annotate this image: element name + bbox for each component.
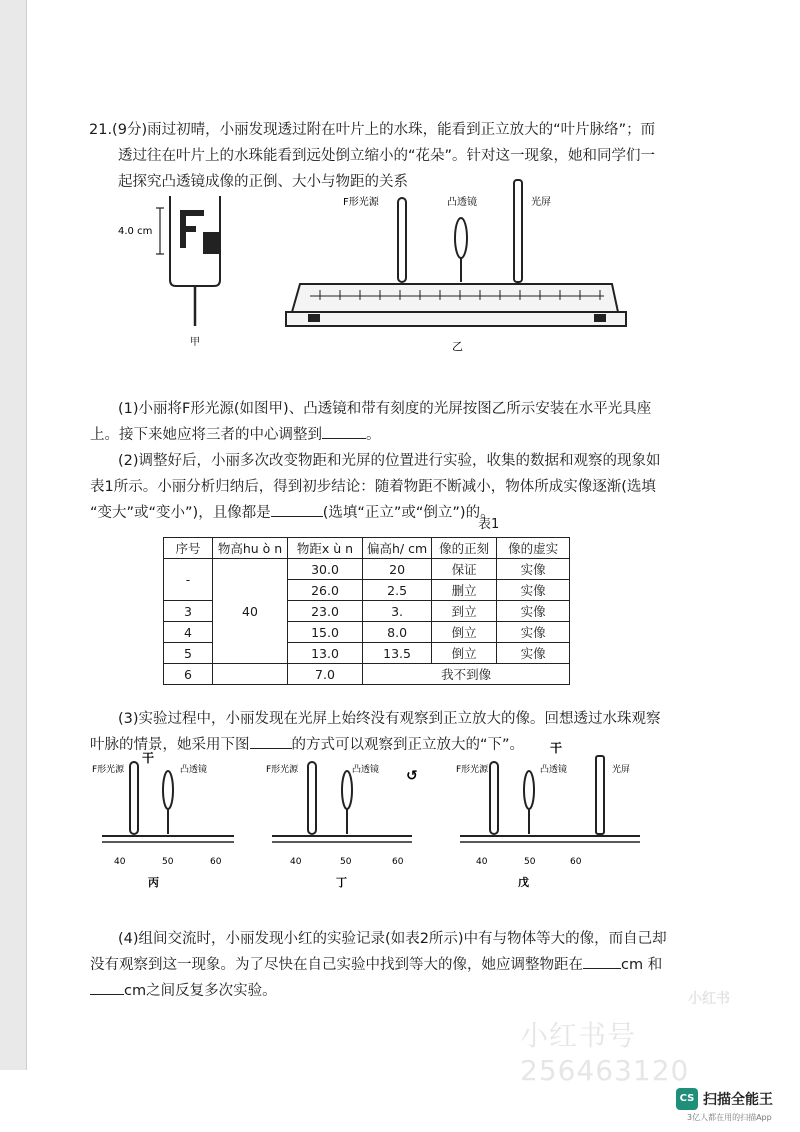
bing-tick-60: 60 xyxy=(210,857,222,867)
cell-no: 3 xyxy=(164,601,213,622)
wu-tick-60: 60 xyxy=(570,857,582,867)
question-line-2: 透过往在叶片上的水珠能看到远处倒立缩小的“花朵”。针对这一现象，她和同学们一 xyxy=(118,148,656,164)
bing-label-source: F形光源 xyxy=(92,765,125,775)
cell-ori: 删立 xyxy=(432,580,497,601)
bing-tick-40: 40 xyxy=(114,857,126,867)
footer-title: 扫描全能王 xyxy=(703,1092,773,1108)
figure-jia-label: 甲 xyxy=(190,337,200,348)
answer-blank-5[interactable] xyxy=(90,978,124,995)
ding-tick-60: 60 xyxy=(392,857,404,867)
question-line-1: 21.(9分)雨过初晴，小丽发现透过附在叶片上的水珠，能看到正立放大的“叶片脉络”；而 xyxy=(89,122,656,138)
part1-line-2-end: 。 xyxy=(366,427,381,443)
part4-line-3 xyxy=(90,978,277,1004)
figure-jia xyxy=(118,196,221,348)
cell-real: 实像 xyxy=(497,601,570,622)
cell-h: 13.5 xyxy=(363,643,432,664)
part4-line-2-a: 没有观察到这一现象。为了尽快在自己实验中找到等大的像，她应调整物距在 xyxy=(90,957,583,973)
part3-line-2-a: 叶脉的情景，她采用下图 xyxy=(90,737,250,753)
ding-label-source: F形光源 xyxy=(266,765,299,775)
footer-subtitle: 3亿人都在用的扫描App xyxy=(687,1113,772,1122)
cell-obj-height: 40 xyxy=(213,559,288,664)
wu-image-glyph: 干 xyxy=(550,741,563,755)
cell-ori: 倒立 xyxy=(432,622,497,643)
table1 xyxy=(163,537,570,685)
cell-real: 实像 xyxy=(497,580,570,601)
part2-line-1: (2)调整好后，小丽多次改变物距和光屏的位置进行实验，收集的数据和观察的现象如 xyxy=(118,453,661,469)
figure-wu-label: 戊 xyxy=(518,876,529,889)
label-screen: 光屏 xyxy=(531,197,551,208)
cell-dist: 26.0 xyxy=(288,580,363,601)
wu-tick-40: 40 xyxy=(476,857,488,867)
bing-tick-50: 50 xyxy=(162,857,174,867)
cell-no: 5 xyxy=(164,643,213,664)
part1-line-1: (1)小丽将F形光源(如图甲)、凸透镜和带有刻度的光屏按图乙所示安装在水平光具座 xyxy=(118,401,652,417)
cell-dist: 7.0 xyxy=(288,664,363,685)
header-cell: 像的正刻 xyxy=(432,538,497,559)
table-header-row xyxy=(164,538,570,559)
ding-label-lens: 凸透镜 xyxy=(352,765,380,775)
header-cell: 像的虚实 xyxy=(497,538,570,559)
answer-blank-2[interactable] xyxy=(271,500,323,517)
figure-wu xyxy=(456,740,640,889)
wu-label-source: F形光源 xyxy=(456,765,489,775)
figure-ding xyxy=(266,762,418,889)
ding-tick-50: 50 xyxy=(340,857,352,867)
cell-dist: 30.0 xyxy=(288,559,363,580)
wu-label-lens: 凸透镜 xyxy=(540,765,568,775)
figure-yi-label: 乙 xyxy=(452,340,463,353)
part2-line-3 xyxy=(90,500,495,526)
cell-real: 实像 xyxy=(497,622,570,643)
cell-no: 4 xyxy=(164,622,213,643)
watermark-id: 小红书号 256463120 xyxy=(520,1019,690,1087)
dimension-label: 4.0 cm xyxy=(118,226,153,237)
cell-note: 我不到像 xyxy=(363,664,570,685)
cell-ori: 倒立 xyxy=(432,643,497,664)
table-row xyxy=(164,664,570,685)
part1-line-2-text: 上。接下来她应将三者的中心调整到 xyxy=(90,427,322,443)
figure-bing xyxy=(92,750,234,889)
cell-h: 3. xyxy=(363,601,432,622)
cell-ori: 保证 xyxy=(432,559,497,580)
label-f-source: F形光源 xyxy=(343,197,379,208)
answer-blank-1[interactable] xyxy=(322,422,366,439)
cell-h: 8.0 xyxy=(363,622,432,643)
part4-line-2 xyxy=(90,952,662,978)
figure-yi-optical-bench xyxy=(286,180,626,353)
watermark-logo: 小红书 xyxy=(688,991,730,1007)
part4-line-3-text: cm之间反复多次实验。 xyxy=(124,983,277,999)
cell-h: 2.5 xyxy=(363,580,432,601)
part3-line-2 xyxy=(90,732,524,758)
part3-line-2-b: 的方式可以观察到正立放大的“下”。 xyxy=(291,737,525,753)
answer-blank-3[interactable] xyxy=(250,732,292,749)
header-cell: 物高hu ò n xyxy=(213,538,288,559)
part2-line-2: 表1所示。小丽分析归纳后，得到初步结论：随着物距不断减小，物体所成实像逐渐(选填 xyxy=(90,479,656,495)
bing-label-lens: 凸透镜 xyxy=(180,765,208,775)
answer-blank-4[interactable] xyxy=(583,952,621,969)
part4-line-1: (4)组间交流时，小丽发现小红的实验记录(如表2所示)中有与物体等大的像，而自己却 xyxy=(118,931,667,947)
label-lens: 凸透镜 xyxy=(447,197,477,208)
header-cell: 物距x ù n xyxy=(288,538,363,559)
cell-h: 20 xyxy=(363,559,432,580)
part4-line-2-b: cm 和 xyxy=(621,957,663,973)
part3-line-1: (3)实验过程中，小丽发现在光屏上始终没有观察到正立放大的像。回想透过水珠观察 xyxy=(118,711,661,727)
part2-line-3-a: “变大”或“变小”)，且像都是 xyxy=(90,505,271,521)
table-row xyxy=(164,559,570,580)
cell-no: 6 xyxy=(164,664,213,685)
header-cell: 偏高h/ cm xyxy=(363,538,432,559)
ding-image-glyph: ↺ xyxy=(406,768,418,784)
figure-bing-label: 丙 xyxy=(148,876,159,889)
part1-line-2 xyxy=(90,422,381,448)
header-cell: 序号 xyxy=(164,538,213,559)
cell-obj-height-empty xyxy=(213,664,288,685)
wu-label-screen: 光屏 xyxy=(612,765,631,775)
cell-no: - xyxy=(164,559,213,601)
cell-dist: 13.0 xyxy=(288,643,363,664)
table1-caption: 表1 xyxy=(478,517,500,532)
cell-real: 实像 xyxy=(497,559,570,580)
ding-tick-40: 40 xyxy=(290,857,302,867)
cell-dist: 15.0 xyxy=(288,622,363,643)
cell-ori: 到立 xyxy=(432,601,497,622)
camscanner-logo-icon: CS xyxy=(676,1088,698,1110)
part2-line-3-b: (选填“正立”或“倒立”)的。 xyxy=(322,505,495,521)
figure-ding-label: 丁 xyxy=(336,876,347,889)
cell-dist: 23.0 xyxy=(288,601,363,622)
question-line-3: 起探究凸透镜成像的正倒、大小与物距的关系 xyxy=(118,174,408,190)
cell-real: 实像 xyxy=(497,643,570,664)
wu-tick-50: 50 xyxy=(524,857,536,867)
bing-image-glyph: 干 xyxy=(142,751,155,765)
